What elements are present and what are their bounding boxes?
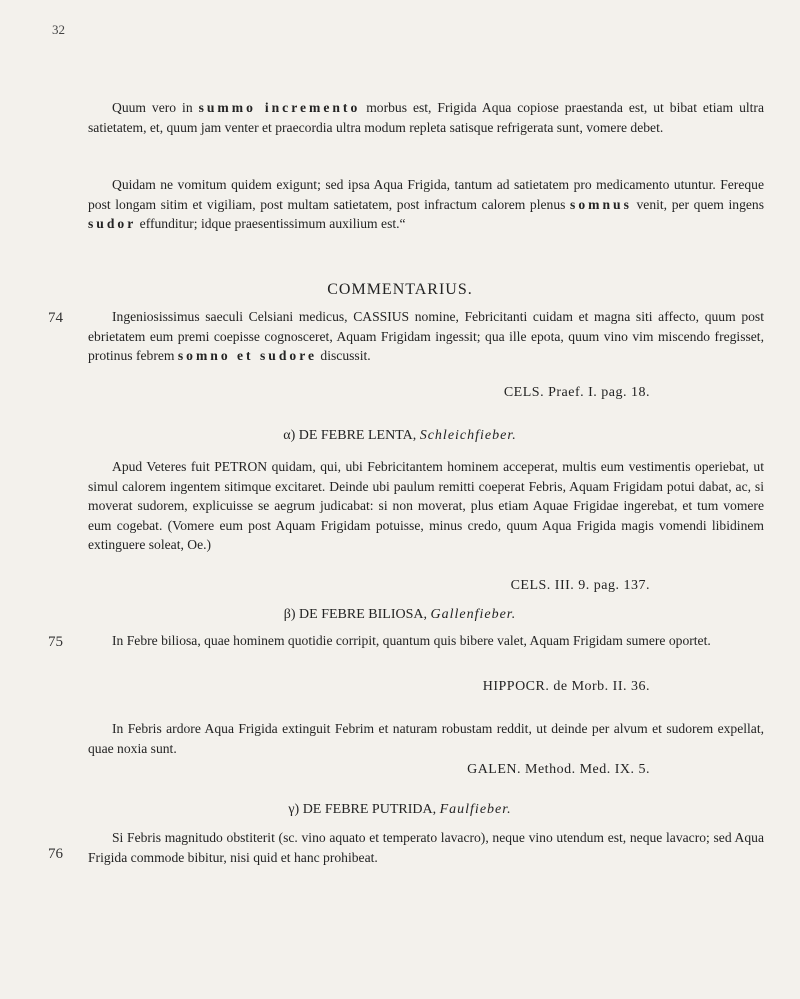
text-run: Ingeniosissimus saeculi Celsiani medicus, CASSIUS nomine, Febricitanti cuidam et magna siti affecto, quum post ebrietatem eum premi coepisse cognosceret, Aquam Frigidam ingessit; qua ille epota, quum vino vim miscendo fregisset, protinus febrem <box>88 309 764 363</box>
section-heading-febre-biliosa <box>0 607 800 623</box>
paragraph-petron: Apud Veteres fuit PETRON quidam, qui, ubi Febricitantem hominem acceperat, multis eum vestimentis operiebat, ut simul calorem ingentem sitimque excitaret. Deinde ubi paulum remitti coeperat Febris, Aquam Frigidam potui dabat, ac, si moverat sudorem, explicuisse se aegrum judicabat: si non moverat, plus etiam Aquae Frigidae ingerebat, et tum vomere eum cogebat. (Vomere eum post Aquam Frigidam potuisse, minus credo, quum Aqua Frigida magis vomendi libidinem extinguere soleat, Oe.) <box>88 459 764 552</box>
commentarius-heading: COMMENTARIUS. <box>327 281 473 298</box>
emphasis-somno-et-sudore: somno et sudore <box>177 348 318 363</box>
emphasis-somnus: somnus <box>570 196 632 212</box>
section-heading-febre-lenta <box>0 428 800 444</box>
page-number: 32 <box>52 22 65 37</box>
text-run: effunditur; idque praesentissimum auxilium est.“ <box>139 216 406 231</box>
heading-text: β) DE FEBRE BILIOSA, <box>283 607 427 622</box>
paragraph-quum-vero <box>88 98 764 137</box>
citation-hippocr: HIPPOCR. de Morb. II. 36. <box>482 679 650 694</box>
section-heading-febre-putrida <box>0 802 800 818</box>
paragraph-febre-biliosa: In Febre biliosa, quae hominem quotidie corripit, quantum quis bibere valet, Aquam Frigidam sumere oportet. <box>112 633 711 648</box>
margin-number-74: 74 <box>48 310 63 326</box>
citation-galen: GALEN. Method. Med. IX. 5. <box>467 762 650 777</box>
paragraph-febre-putrida: Si Febris magnitudo obstiterit (sc. vino aquato et temperato lavacro), neque vino utendum est, neque lavacro; sed Aqua Frigida commode bibitur, nisi quid et hanc prohibeat. <box>88 830 764 865</box>
margin-number-76: 76 <box>48 846 63 862</box>
citation-cels-iii: CELS. III. 9. pag. 137. <box>510 578 650 593</box>
heading-text: α) DE FEBRE LENTA, <box>283 428 417 443</box>
heading-text: γ) DE FEBRE PUTRIDA, <box>288 802 437 817</box>
paragraph-febris-ardore: In Febris ardore Aqua Frigida extinguit Febrim et naturam robustam reddit, ut deinde per alvum et sudorem expellat, quae noxia sunt. <box>88 721 764 756</box>
margin-number-75: 75 <box>48 634 63 650</box>
text-run: discussit. <box>320 348 371 363</box>
emphasis-summo-incremento: summo incremento <box>198 100 361 115</box>
heading-german-term: Gallenfieber. <box>430 607 517 622</box>
heading-german-term: Faulfieber. <box>439 802 512 817</box>
text-run: Quidam ne vomitum quidem exigunt; sed ipsa Aqua Frigida, tantum ad satietatem pro medicamento utuntur. Fereque post longam sitim et vigiliam, post multam satietatem, post infractum calorem plenus <box>88 177 764 212</box>
text-run: venit, per quem ingens <box>636 196 764 212</box>
heading-german-term: Schleichfieber. <box>419 428 517 443</box>
emphasis-sudor: sudor <box>88 216 137 231</box>
paragraph-quidam <box>88 175 764 234</box>
citation-cels-praef: CELS. Praef. I. pag. 18. <box>503 385 650 400</box>
paragraph-cassius <box>88 307 764 366</box>
text-run: morbus est, Frigida Aqua copiose praestanda est, ut bibat etiam ultra satietatem, et, quum jam venter et praecordia ultra modum repleta satisque refrigerata sunt, vomere debet. <box>88 100 764 135</box>
text-run: Quum vero in <box>112 100 193 115</box>
